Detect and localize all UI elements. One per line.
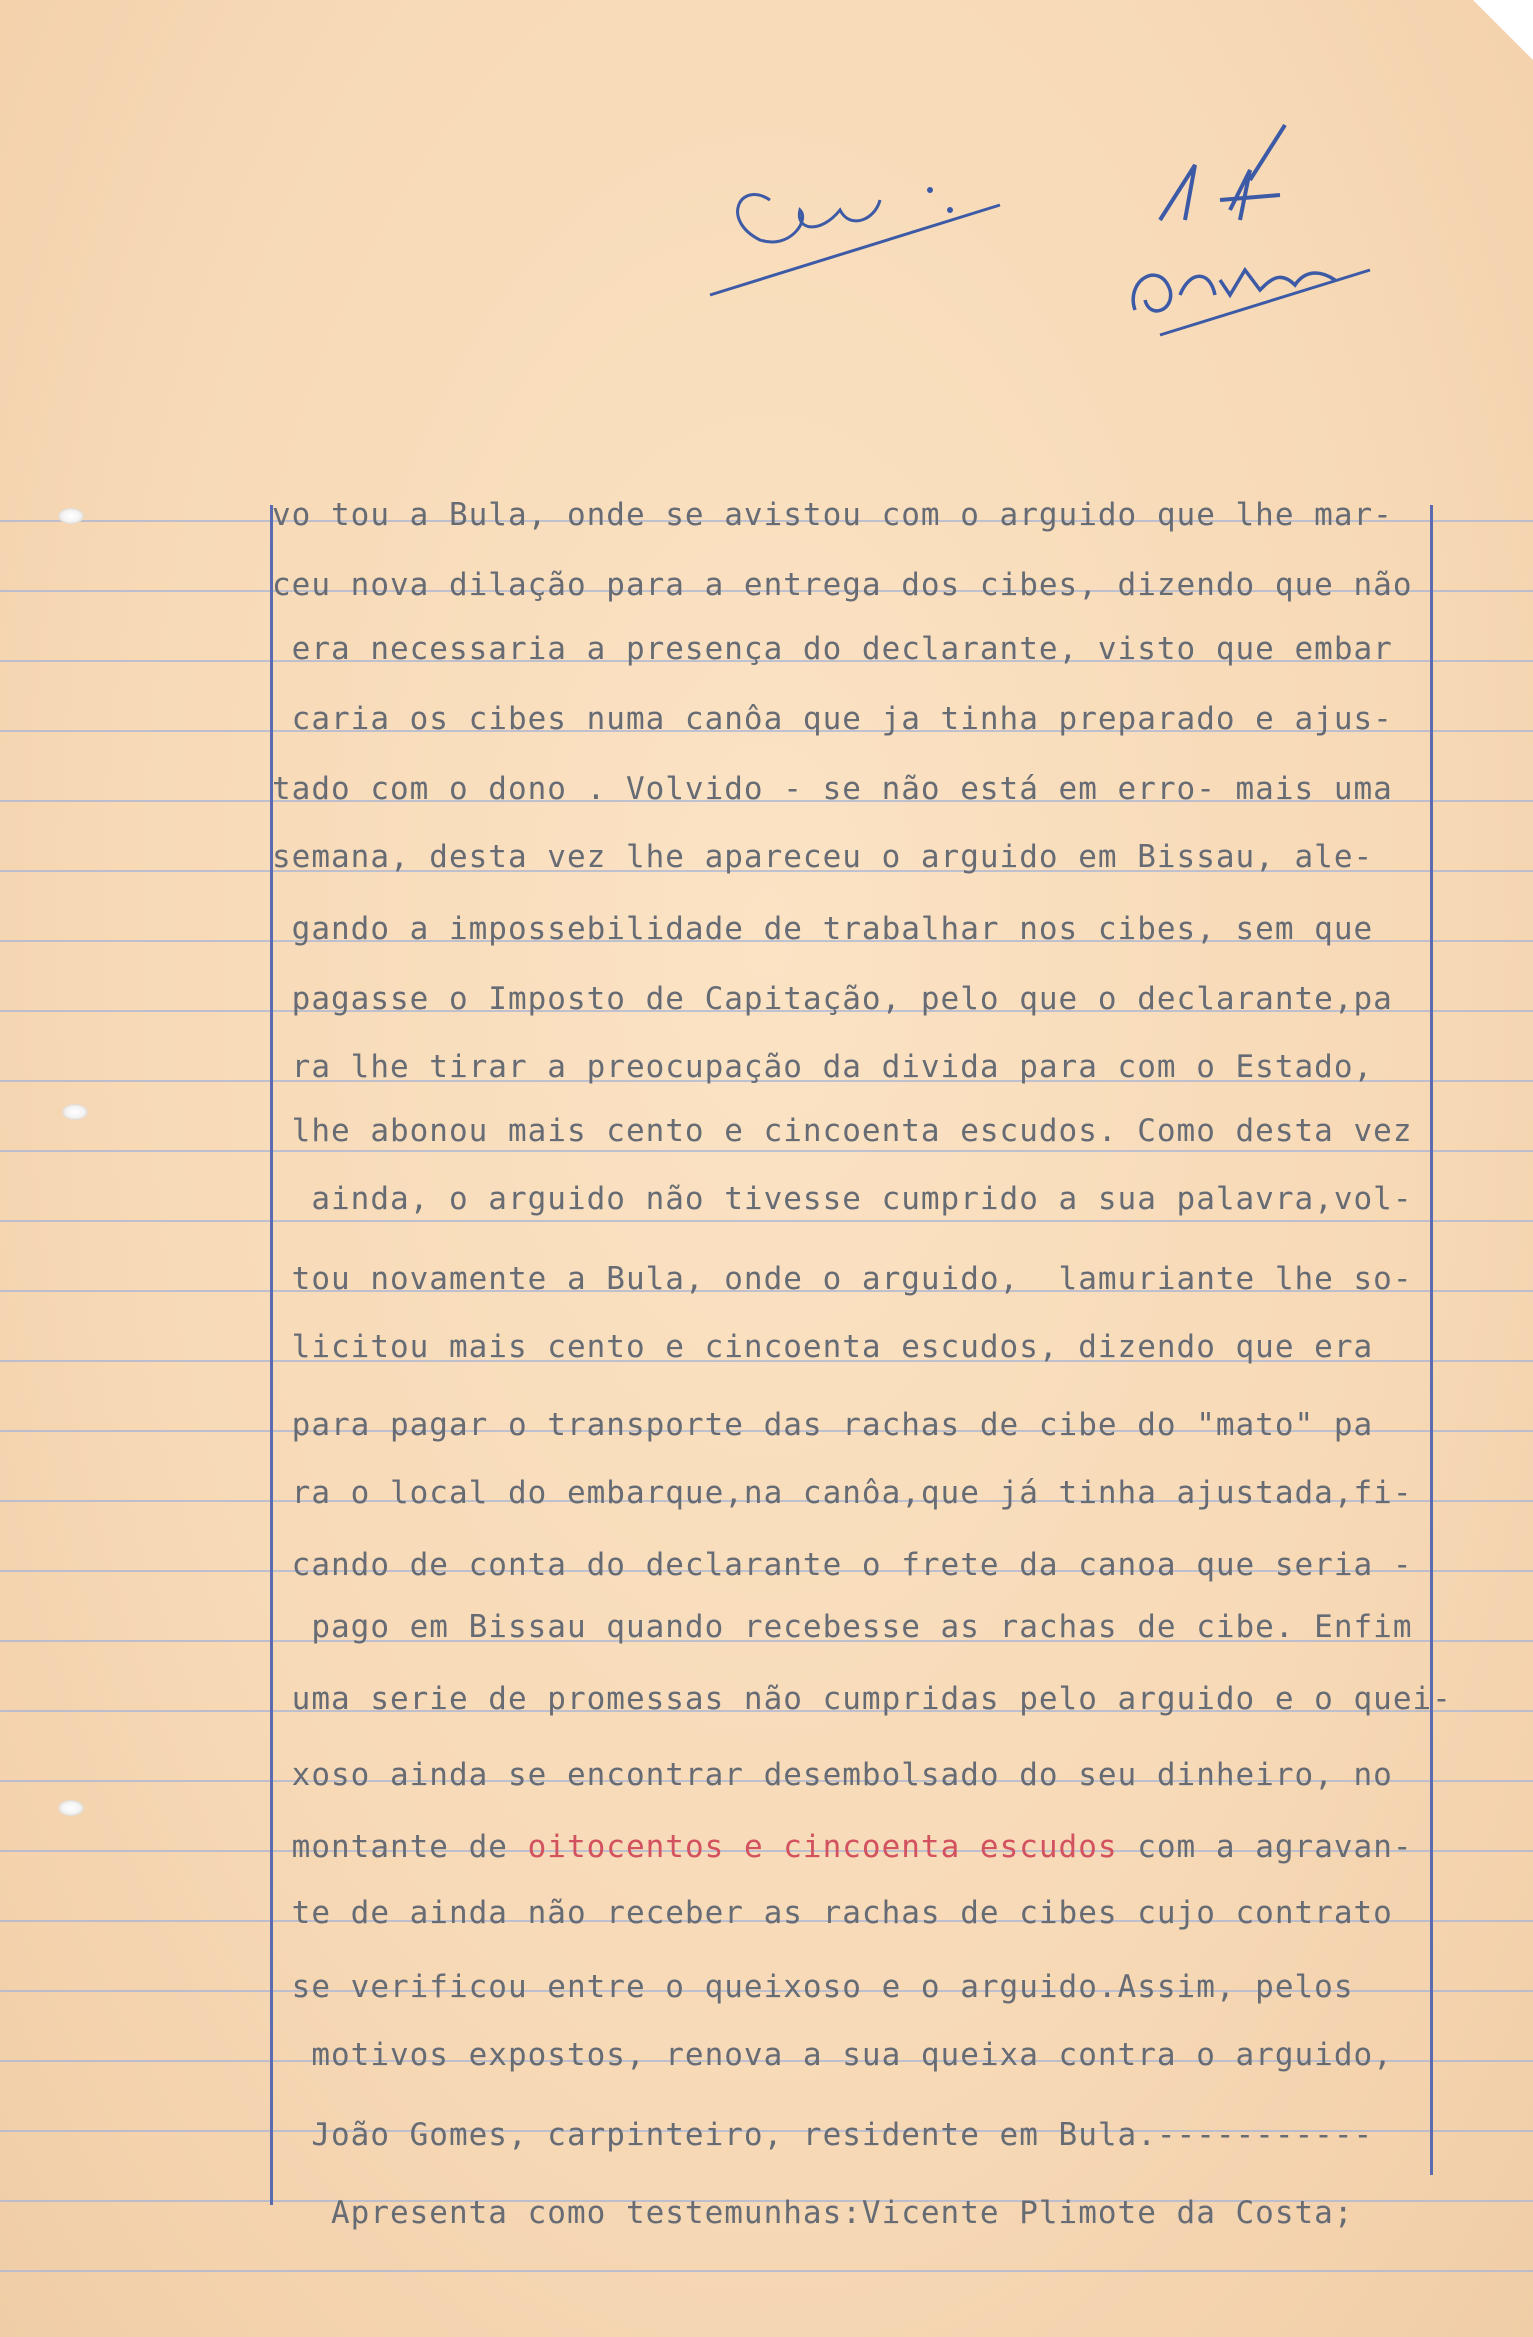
- body-line: tou novamente a Bula, onde o arguido, lamuriante lhe so-: [272, 1261, 1413, 1297]
- body-line: pagasse o Imposto de Capitação, pelo que o declarante,pa: [272, 981, 1393, 1017]
- body-line: licitou mais cento e cincoenta escudos, dizendo que era: [272, 1329, 1374, 1365]
- body-line: ra lhe tirar a preocupação da divida para com o Estado,: [272, 1049, 1374, 1085]
- body-line: caria os cibes numa canôa que ja tinha preparado e ajus-: [272, 701, 1393, 737]
- torn-corner: [1473, 0, 1533, 60]
- body-line: cando de conta do declarante o frete da canoa que seria -: [272, 1547, 1413, 1583]
- amount-red-text: oitocentos e cincoenta escudos: [527, 1829, 1118, 1865]
- body-line: gando a impossebilidade de trabalhar nos cibes, sem que: [272, 911, 1374, 947]
- body-line: João Gomes, carpinteiro, residente em Bula.-----------: [272, 2117, 1374, 2153]
- body-line-amount: [272, 1830, 1413, 1864]
- ruled-line: [0, 1150, 1533, 1152]
- punch-hole-top: [58, 508, 84, 524]
- body-line: Apresenta como testemunhas:Vicente Plimote da Costa;: [272, 2195, 1354, 2231]
- ruled-line: [0, 1220, 1533, 1222]
- body-line: pago em Bissau quando recebesse as rachas de cibe. Enfim: [272, 1609, 1413, 1645]
- body-line: se verificou entre o queixoso e o arguido.Assim, pelos: [272, 1969, 1354, 2005]
- body-line: semana, desta vez lhe apareceu o arguido em Bissau, ale-: [272, 839, 1374, 875]
- punch-hole-middle: [62, 1104, 88, 1120]
- handwritten-signature: [700, 160, 1020, 310]
- body-line: ra o local do embarque,na canôa,que já tinha ajustada,fi-: [272, 1475, 1413, 1511]
- amount-suffix: com a agravan-: [1117, 1829, 1413, 1865]
- amount-prefix: montante de: [272, 1829, 528, 1865]
- ruled-line: [0, 2270, 1533, 2272]
- body-line: lhe abonou mais cento e cincoenta escudos. Como desta vez: [272, 1113, 1413, 1149]
- body-line: para pagar o transporte das rachas de cibe do "mato" pa: [272, 1407, 1374, 1443]
- punch-hole-bottom: [58, 1800, 84, 1816]
- body-line: vo tou a Bula, onde se avistou com o arguido que lhe mar-: [272, 497, 1393, 533]
- body-line: tado com o dono . Volvido - se não está em erro- mais uma: [272, 771, 1393, 807]
- body-line: era necessaria a presença do declarante, visto que embar: [272, 631, 1393, 667]
- handwritten-page-number: [1120, 120, 1380, 340]
- right-margin-rule: [1430, 505, 1433, 2175]
- body-line: uma serie de promessas não cumpridas pelo arguido e o quei-: [272, 1681, 1452, 1717]
- body-line: ainda, o arguido não tivesse cumprido a sua palavra,vol-: [272, 1181, 1413, 1217]
- body-line: te de ainda não receber as rachas de cibes cujo contrato: [272, 1895, 1393, 1931]
- body-line: motivos expostos, renova a sua queixa contra o arguido,: [272, 2037, 1393, 2073]
- body-line: ceu nova dilação para a entrega dos cibes, dizendo que não: [272, 567, 1413, 603]
- body-line: xoso ainda se encontrar desembolsado do seu dinheiro, no: [272, 1757, 1393, 1793]
